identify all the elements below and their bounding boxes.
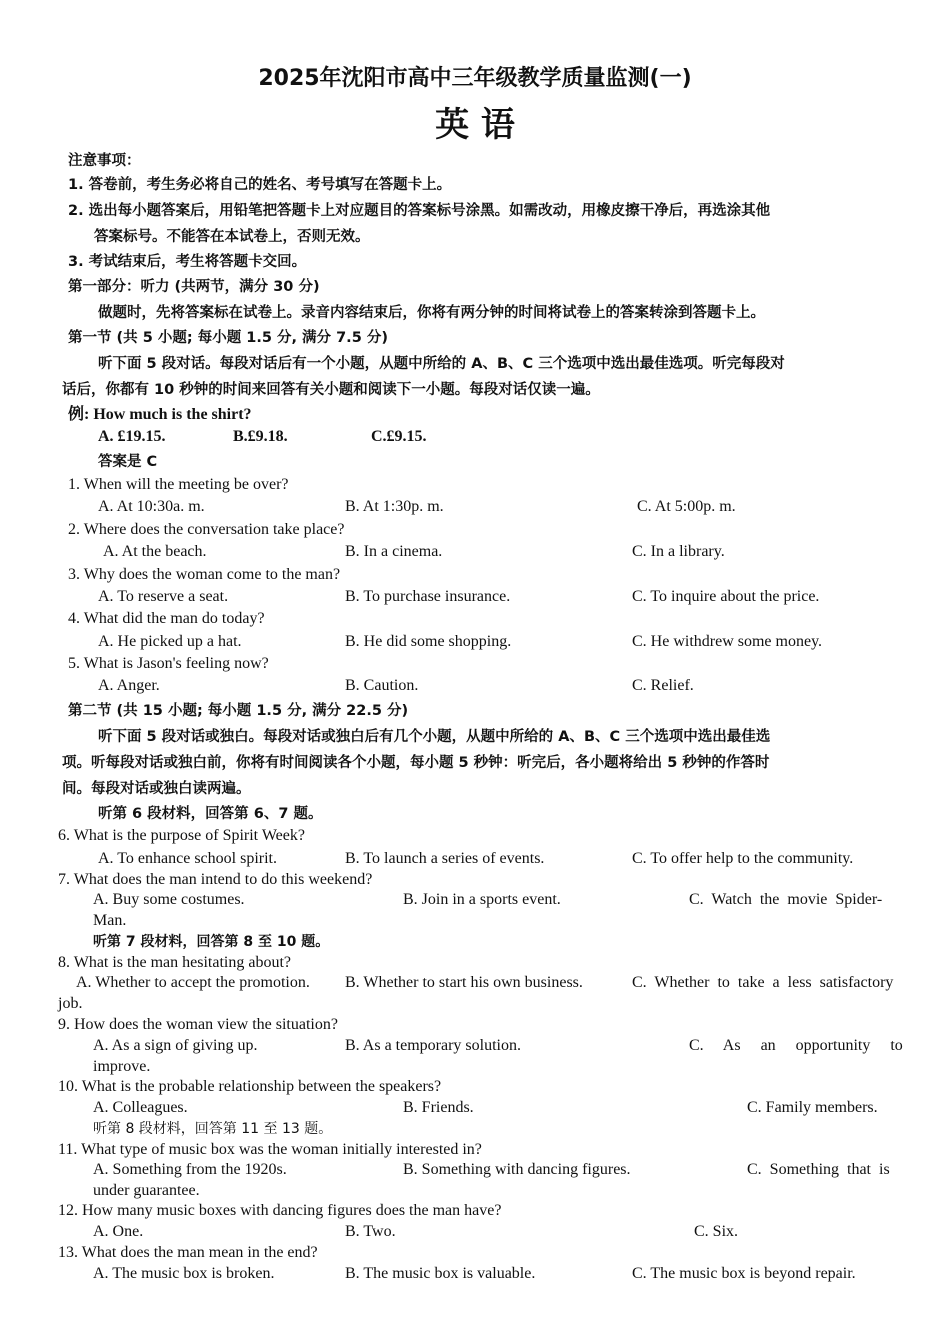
question-9: 9. How does the woman view the situation? bbox=[58, 1016, 338, 1033]
q6-option-c: C. To offer help to the community. bbox=[632, 850, 854, 867]
q7-option-b: B. Join in a sports event. bbox=[403, 891, 561, 908]
q4-option-c: C. He withdrew some money. bbox=[632, 633, 823, 650]
q12-option-c: C. Six. bbox=[694, 1223, 739, 1240]
q10-option-b: B. Friends. bbox=[403, 1099, 474, 1116]
question-11: 11. What type of music box was the woman initially interested in? bbox=[58, 1141, 482, 1158]
q5-option-c: C. Relief. bbox=[632, 677, 694, 694]
question-1: 1. When will the meeting be over? bbox=[68, 476, 289, 493]
question-4: 4. What did the man do today? bbox=[68, 610, 265, 627]
q10-option-c: C. Family members. bbox=[747, 1099, 878, 1116]
question-6: 6. What is the purpose of Spirit Week? bbox=[58, 827, 305, 844]
q5-option-a: A. Anger. bbox=[98, 677, 160, 694]
q7-option-a: A. Buy some costumes. bbox=[93, 891, 245, 908]
q3-option-a: A. To reserve a seat. bbox=[98, 588, 229, 605]
question-3: 3. Why does the woman come to the man? bbox=[68, 566, 341, 583]
material-7-heading: 听第 7 段材料，回答第 8 至 10 题。 bbox=[93, 934, 330, 950]
notice-heading: 注意事项： bbox=[68, 153, 141, 169]
q9-option-c: C. As an opportunity to bbox=[689, 1037, 903, 1054]
example-question: 例: How much is the shirt? bbox=[68, 406, 252, 423]
q12-option-a: A. One. bbox=[93, 1223, 144, 1240]
q2-option-c: C. In a library. bbox=[632, 543, 725, 560]
q1-option-c: C. At 5:00p. m. bbox=[637, 498, 736, 515]
q1-option-a: A. At 10:30a. m. bbox=[98, 498, 205, 515]
section2-instruction-3: 间。每段对话或独白读两遍。 bbox=[62, 781, 251, 797]
q12-option-b: B. Two. bbox=[345, 1223, 396, 1240]
section2-heading: 第二节 (共 15 小题; 每小题 1.5 分, 满分 22.5 分) bbox=[68, 703, 409, 719]
q3-option-c: C. To inquire about the price. bbox=[632, 588, 820, 605]
q9-option-b: B. As a temporary solution. bbox=[345, 1037, 521, 1054]
q8-option-b: B. Whether to start his own business. bbox=[345, 974, 583, 991]
question-10: 10. What is the probable relationship between the speakers? bbox=[58, 1078, 442, 1095]
example-option-c: C.£9.15. bbox=[371, 428, 427, 445]
question-13: 13. What does the man mean in the end? bbox=[58, 1244, 318, 1261]
section2-instruction-2: 项。听每段对话或独白前，你将有时间阅读各个小题，每小题 5 秒钟：听完后，各小题将给出 5 秒钟的作答时 bbox=[62, 755, 770, 771]
q8-option-c: C. Whether to take a less satisfactory bbox=[632, 974, 894, 991]
section2-instruction-1: 听下面 5 段对话或独白。每段对话或独白后有几个小题，从题中所给的 A、B、C 三个选项中选出最佳选 bbox=[98, 729, 771, 745]
subject-title: 英 语 bbox=[435, 105, 515, 145]
question-5: 5. What is Jason's feeling now? bbox=[68, 655, 269, 672]
notice-item-3: 3. 考试结束后，考生将答题卡交回。 bbox=[68, 254, 307, 270]
question-12: 12. How many music boxes with dancing figures does the man have? bbox=[58, 1202, 502, 1219]
q6-option-b: B. To launch a series of events. bbox=[345, 850, 545, 867]
q2-option-b: B. In a cinema. bbox=[345, 543, 443, 560]
q2-option-a: A. At the beach. bbox=[103, 543, 207, 560]
q11-option-c: C. Something that is bbox=[747, 1161, 890, 1178]
part1-instruction: 做题时，先将答案标在试卷上。录音内容结束后，你将有两分钟的时间将试卷上的答案转涂到答题卡上。 bbox=[98, 305, 765, 321]
notice-item-2: 2. 选出每小题答案后，用铅笔把答题卡上对应题目的答案标号涂黑。如需改动，用橡皮擦干净后，再选涂其他 bbox=[68, 203, 771, 219]
q13-option-c: C. The music box is beyond repair. bbox=[632, 1265, 856, 1282]
notice-item-2-cont: 答案标号。不能答在本试卷上，否则无效。 bbox=[94, 229, 370, 245]
q11-option-b: B. Something with dancing figures. bbox=[403, 1161, 631, 1178]
q11-option-c-cont: under guarantee. bbox=[93, 1182, 200, 1199]
q8-option-a: A. Whether to accept the promotion. bbox=[76, 974, 310, 991]
part1-heading: 第一部分：听力 (共两节，满分 30 分) bbox=[68, 279, 320, 295]
q5-option-b: B. Caution. bbox=[345, 677, 419, 694]
notice-item-1: 1. 答卷前，考生务必将自己的姓名、考号填写在答题卡上。 bbox=[68, 177, 452, 193]
q4-option-a: A. He picked up a hat. bbox=[98, 633, 242, 650]
material-8-heading: 听第 8 段材料，回答第 11 至 13 题。 bbox=[93, 1121, 333, 1137]
q9-option-a: A. As a sign of giving up. bbox=[93, 1037, 258, 1054]
q13-option-a: A. The music box is broken. bbox=[93, 1265, 275, 1282]
q7-option-c: C. Watch the movie Spider- bbox=[689, 891, 883, 908]
q1-option-b: B. At 1:30p. m. bbox=[345, 498, 444, 515]
example-answer: 答案是 C bbox=[98, 454, 158, 470]
q6-option-a: A. To enhance school spirit. bbox=[98, 850, 277, 867]
material-6-heading: 听第 6 段材料，回答第 6、7 题。 bbox=[98, 806, 323, 822]
question-2: 2. Where does the conversation take place? bbox=[68, 521, 345, 538]
q3-option-b: B. To purchase insurance. bbox=[345, 588, 511, 605]
example-option-b: B.£9.18. bbox=[233, 428, 288, 445]
exam-title: 2025年沈阳市高中三年级教学质量监测(一) bbox=[258, 66, 692, 91]
question-8: 8. What is the man hesitating about? bbox=[58, 954, 291, 971]
q9-option-c-cont: improve. bbox=[93, 1058, 151, 1075]
section1-instruction-1: 听下面 5 段对话。每段对话后有一个小题，从题中所给的 A、B、C 三个选项中选出最佳选项。听完每段对 bbox=[98, 356, 785, 372]
section1-instruction-2: 话后，你都有 10 秒钟的时间来回答有关小题和阅读下一小题。每段对话仅读一遍。 bbox=[62, 382, 600, 398]
example-option-a: A. £19.15. bbox=[98, 428, 166, 445]
section1-heading: 第一节 (共 5 小题; 每小题 1.5 分, 满分 7.5 分) bbox=[68, 330, 388, 346]
q11-option-a: A. Something from the 1920s. bbox=[93, 1161, 287, 1178]
q8-option-c-cont: job. bbox=[58, 995, 83, 1012]
q4-option-b: B. He did some shopping. bbox=[345, 633, 512, 650]
question-7: 7. What does the man intend to do this weekend? bbox=[58, 871, 373, 888]
q13-option-b: B. The music box is valuable. bbox=[345, 1265, 536, 1282]
q7-option-c-cont: Man. bbox=[93, 912, 127, 929]
q10-option-a: A. Colleagues. bbox=[93, 1099, 188, 1116]
